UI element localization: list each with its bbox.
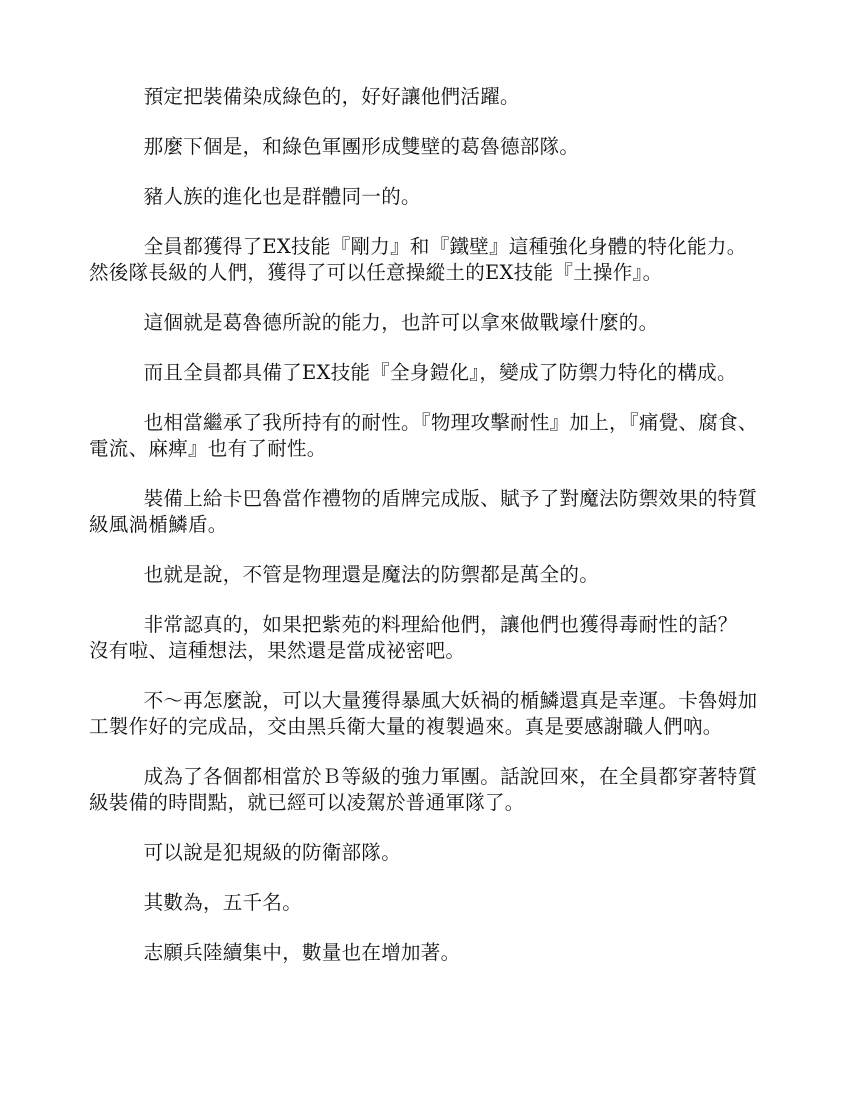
paragraph: 預定把裝備染成綠色的，好好讓他們活躍。 (143, 85, 520, 108)
paragraph: 也相當繼承了我所持有的耐性。『物理攻擊耐性』加上，『痛覺、腐食、電流、麻痺』也有了耐性。 (89, 411, 758, 460)
paragraph: 這個就是葛魯德所說的能力，也許可以拿來做戰壕什麼的。 (143, 311, 659, 334)
paragraph: 裝備上給卡巴魯當作禮物的盾牌完成版、賦予了對魔法防禦效果的特質級風渦楯鱗盾。 (89, 487, 758, 536)
paragraph: 那麼下個是，和綠色軍團形成雙壁的葛魯德部隊。 (143, 135, 580, 158)
paragraph: 全員都獲得了EX技能『剛力』和『鐵壁』這種強化身體的特化能力。然後隊長級的人們，獲得了可以任意操縱土的EX技能『土操作』。 (89, 235, 747, 284)
paragraph: 成為了各個都相當於Ｂ等級的強力軍團。話說回來，在全員都穿著特質級裝備的時間點，就已經可以凌駕於普通軍隊了。 (89, 765, 758, 814)
paragraph: 而且全員都具備了EX技能『全身鎧化』，變成了防禦力特化的構成。 (143, 361, 737, 384)
paragraph: 可以說是犯規級的防衛部隊。 (143, 841, 401, 864)
paragraph: 其數為，五千名。 (143, 891, 302, 914)
paragraph: 志願兵陸續集中，數量也在增加著。 (143, 941, 461, 964)
document-body (89, 84, 761, 990)
paragraph: 不～再怎麼說，可以大量獲得暴風大妖禍的楯鱗還真是幸運。卡魯姆加工製作好的完成品，交由黑兵衛大量的複製過來。真是要感謝職人們吶。 (89, 689, 758, 738)
paragraph: 也就是說，不管是物理還是魔法的防禦都是萬全的。 (143, 563, 599, 586)
paragraph: 豬人族的進化也是群體同一的。 (143, 185, 421, 208)
paragraph: 非常認真的，如果把紫苑的料理給他們，讓他們也獲得毒耐性的話？ 沒有啦、這種想法，果然還是當成祕密吧。 (89, 613, 758, 662)
